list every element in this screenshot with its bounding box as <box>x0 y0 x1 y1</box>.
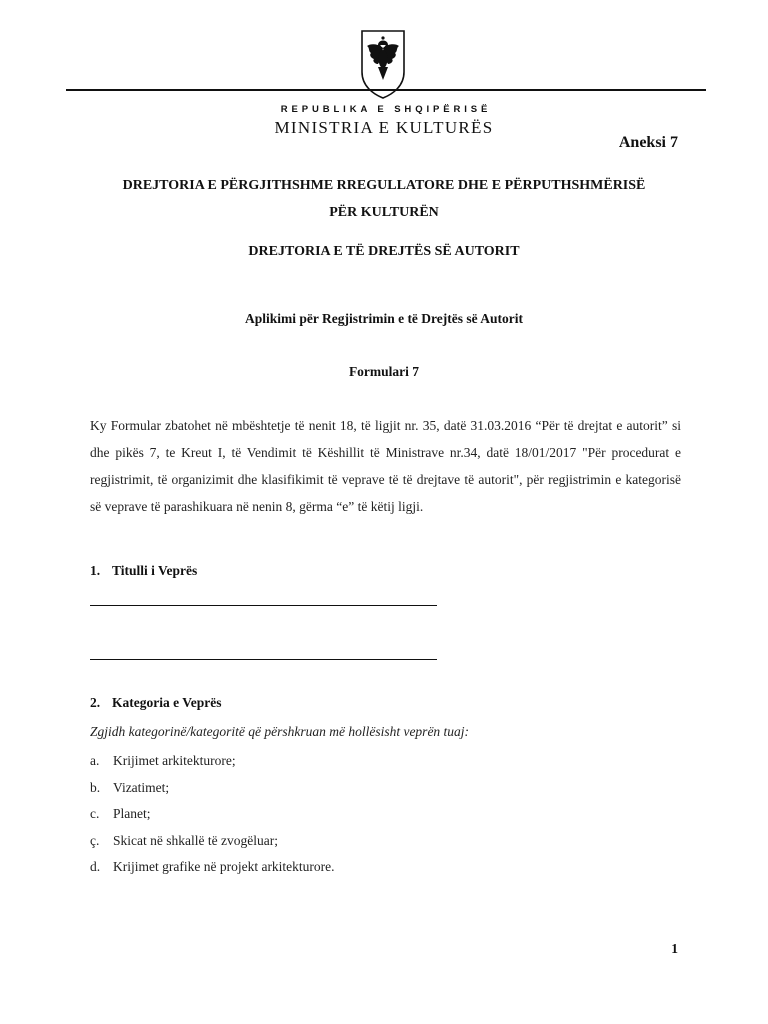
category-option[interactable] <box>90 775 335 802</box>
section-2-number: 2. <box>90 695 101 710</box>
legal-basis-text: Ky Formular zbatohet në mbështetje të nenit 18, të ligjit nr. 35, datë 31.03.2016 “Për të drejtat e autorit” si dhe pikës 7, te Kreut I, të Vendimit të Këshillit të Ministrave nr.34, datë 18/01/2017 "Për procedurat e regjistrimit, të organizimit dhe klasifikimit të veprave të të drejtave të autorit", për regjistrimin e kategorisë së veprave të parashikuara në nenin 8, gërma “e” të këtij ligji. <box>90 418 681 514</box>
legal-basis-paragraph <box>90 412 681 520</box>
category-option[interactable] <box>90 748 335 775</box>
section-2-title: Kategoria e Veprës <box>112 695 222 710</box>
section-1-heading <box>90 563 197 579</box>
option-marker: c. <box>90 806 100 821</box>
option-text: Planet; <box>113 806 151 821</box>
option-marker: d. <box>90 859 101 874</box>
annex-label: Aneksi 7 <box>618 134 678 151</box>
title-fill-line-2[interactable] <box>90 659 437 660</box>
option-text: Vizatimet; <box>113 779 170 795</box>
category-option[interactable] <box>90 854 335 881</box>
category-option[interactable] <box>90 828 335 855</box>
header-rule <box>66 89 706 91</box>
ministry-name: MINISTRIA E KULTURËS <box>274 118 494 137</box>
directorate-general-line2: PËR KULTURËN <box>329 205 439 220</box>
application-title: Aplikimi për Regjistrimin e të Drejtës së Autorit <box>244 311 524 326</box>
category-options-list <box>90 748 335 881</box>
category-option[interactable] <box>90 801 335 828</box>
option-marker: b. <box>90 779 101 795</box>
category-instruction: Zgjidh kategorinë/kategoritë që përshkruan më hollësisht veprën tuaj: <box>90 724 470 739</box>
section-1-number: 1. <box>90 563 101 578</box>
option-text: Krijimet grafike në projekt arkitekturore. <box>113 859 335 874</box>
form-title: Formulari 7 <box>348 364 420 379</box>
section-2-heading <box>90 695 221 711</box>
option-text: Skicat në shkallë të zvogëluar; <box>113 832 278 848</box>
title-fill-line-1[interactable] <box>90 605 437 606</box>
directorate-general-line1: DREJTORIA E PËRGJITHSHME RREGULLATORE DHE E PËRPUTHSHMËRISË <box>122 178 646 193</box>
option-text: Krijimet arkitekturore; <box>113 753 236 768</box>
page-number: 1 <box>671 941 678 956</box>
section-1-title: Titulli i Veprës <box>112 563 198 578</box>
republic-name: REPUBLIKA E SHQIPËRISË <box>280 104 492 115</box>
option-marker: ç. <box>90 832 100 848</box>
directorate-copyright: DREJTORIA E TË DREJTËS SË AUTORIT <box>248 244 520 259</box>
option-marker: a. <box>90 753 100 768</box>
